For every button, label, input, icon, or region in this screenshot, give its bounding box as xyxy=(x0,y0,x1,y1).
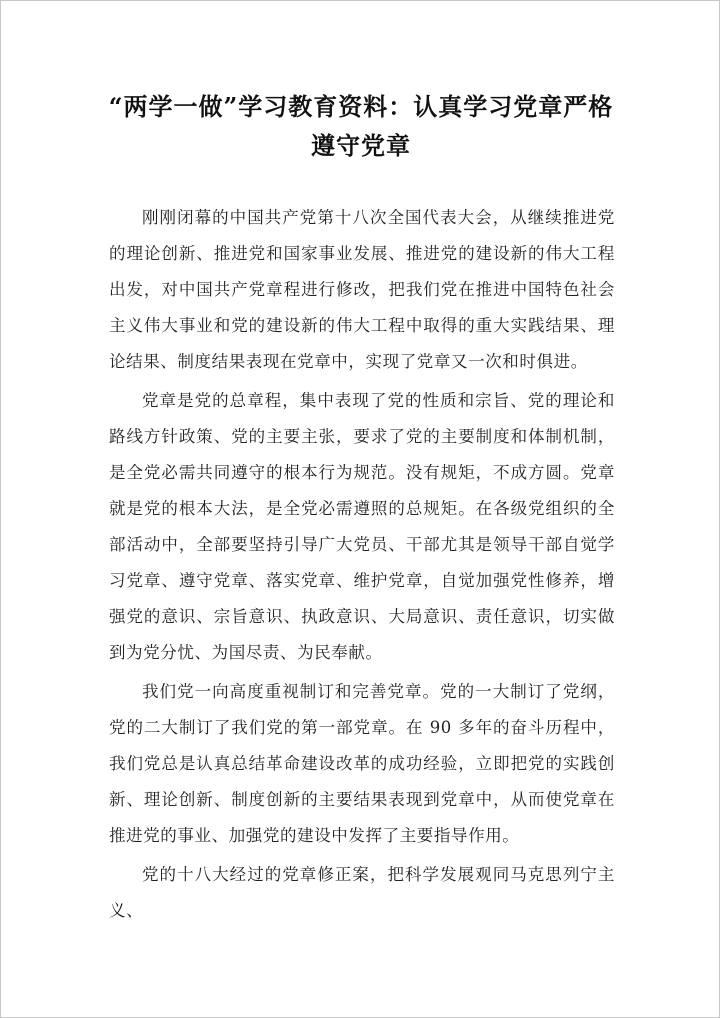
document-body xyxy=(109,200,615,932)
paragraph-4: 党的十八大经过的党章修正案，把科学发展观同马克思列宁主义、 xyxy=(109,865,615,920)
paragraph-2: 党章是党的总章程，集中表现了党的性质和宗旨、党的理论和路线方针政策、党的主要主张，要求了党的主要制度和体制机制，是全党必需共同遵守的根本行为规范。没有规矩，不成方圆。党章就是党的根本大法，是全党必需遵照的总规矩。在各级党组织的全部活动中，全部要坚持引导广大党员、干部尤其是领导干部自觉学习党章、遵守党章、落实党章、维护党章，自觉加强党性修养，增强党的意识、宗旨意识、执政意识、大局意识、责任意识，切实做到为党分忧、为国尽责、为民奉献。 xyxy=(109,391,615,662)
document-title: “两学一做”学习教育资料：认真学习党章严格遵守党章 xyxy=(108,92,614,160)
paragraph-1: 刚刚闭幕的中国共产党第十八次全国代表大会，从继续推进党的理论创新、推进党和国家事业发展、推进党的建设新的伟大工程出发，对中国共产党章程进行修改，把我们党在推进中国特色社会主义伟大事业和党的建设新的伟大工程中取得的重大实践结果、理论结果、制度结果表现在党章中，实现了党章又一次和时俱进。 xyxy=(109,208,615,371)
paragraph-3: 我们党一向高度重视制订和完善党章。党的一大制订了党纲，党的二大制订了我们党的第一部党章。在 90 多年的奋斗历程中，我们党总是认真总结革命建设改革的成功经验，立即把党的实践创新、理论创新、制度创新的主要结果表现到党章中，从而使党章在推进党的事业、加强党的建设中发挥了主要指导作用。 xyxy=(109,682,615,845)
